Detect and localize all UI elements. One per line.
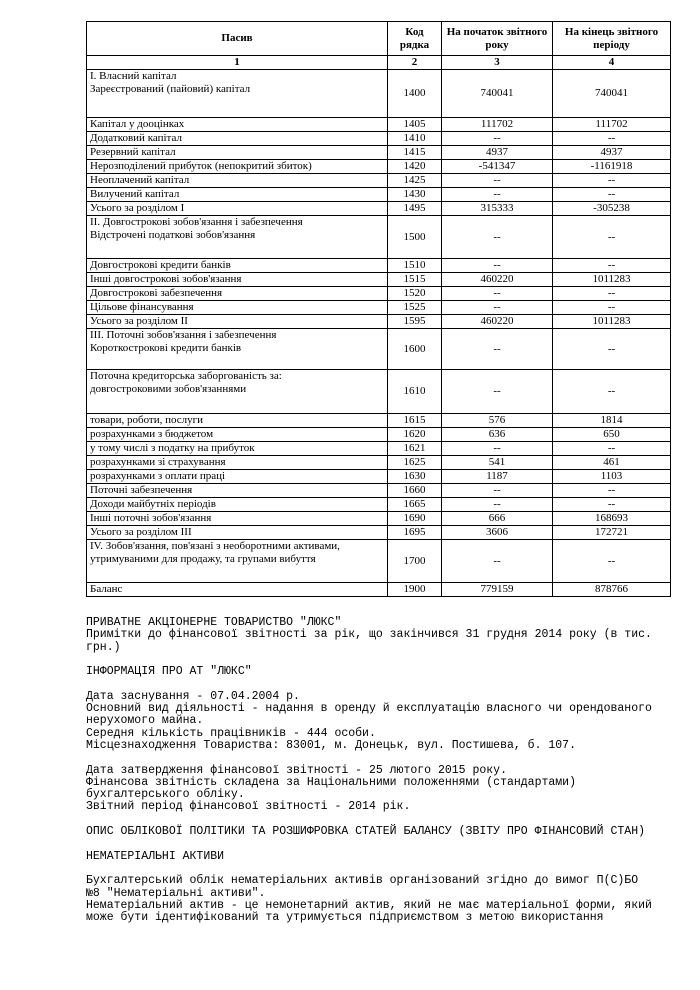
table-row <box>87 70 671 118</box>
row-start: -- <box>442 301 553 315</box>
balance-table <box>86 21 671 597</box>
col-number-4: 4 <box>553 56 671 70</box>
row-code: 1400 <box>388 70 442 118</box>
row-end: -- <box>553 329 671 370</box>
row-start: 636 <box>442 428 553 442</box>
notes-line: ПРИВАТНЕ АКЦІОНЕРНЕ ТОВАРИСТВО "ЛЮКС" <box>86 616 342 629</box>
row-label-text: IV. Зобов'язання, пов'язані з необоротними активами, утримуваними для продажу, та групами вибуття <box>90 540 340 565</box>
row-label <box>87 370 388 414</box>
table-row <box>87 146 671 160</box>
row-code: 1610 <box>388 370 442 414</box>
table-row <box>87 329 671 370</box>
row-end: 168693 <box>553 512 671 526</box>
notes-line: Дата затвердження фінансової звітності - 25 лютого 2015 року. <box>86 763 507 777</box>
table-header-row <box>87 22 671 56</box>
row-start: 576 <box>442 414 553 428</box>
table-row <box>87 414 671 428</box>
row-label-text: Усього за розділом III <box>90 526 192 538</box>
notes-line: ОПИС ОБЛІКОВОЇ ПОЛІТИКИ ТА РОЗШИФРОВКА СТАТЕЙ БАЛАНСУ (ЗВІТУ ПРО ФІНАНСОВИЙ СТАН) <box>86 825 645 839</box>
column-number-row <box>87 56 671 70</box>
row-code: 1665 <box>388 498 442 512</box>
row-label-text: у тому числі з податку на прибуток <box>90 442 255 454</box>
notes-line: НЕМАТЕРІАЛЬНІ АКТИВИ <box>86 849 225 863</box>
row-code: 1420 <box>388 160 442 174</box>
notes-line: Середня кількість працівників - 444 особи. <box>86 726 376 740</box>
row-end: 650 <box>553 428 671 442</box>
table-row <box>87 526 671 540</box>
row-code: 1500 <box>388 216 442 259</box>
row-label-text: Неоплачений капітал <box>90 174 190 186</box>
row-label <box>87 414 388 428</box>
row-start: 779159 <box>442 583 553 597</box>
row-label <box>87 470 388 484</box>
col-number-1: 1 <box>87 56 388 70</box>
row-label <box>87 188 388 202</box>
row-end: 1011283 <box>553 315 671 329</box>
row-end: 1814 <box>553 414 671 428</box>
row-start: -- <box>442 370 553 414</box>
table-row <box>87 118 671 132</box>
notes-line: Основний вид діяльності - надання в оренду й експлуатацію власного чи орендованого <box>86 702 652 716</box>
row-label <box>87 174 388 188</box>
row-end: -1161918 <box>553 160 671 174</box>
row-label <box>87 442 388 456</box>
row-label-text: Поточні забезпечення <box>90 484 193 496</box>
row-label <box>87 146 388 160</box>
row-code: 1625 <box>388 456 442 470</box>
header-code: Код рядка <box>388 22 442 56</box>
row-end: -- <box>553 188 671 202</box>
row-label <box>87 329 388 370</box>
row-label-text: Інші довгострокові зобов'язання <box>90 273 242 285</box>
header-start: На початок звітного року <box>442 22 553 56</box>
row-end: -- <box>553 370 671 414</box>
notes-line: Місцезнаходження Товариства: 83001, м. Донецьк, вул. Постишева, б. 107. <box>86 738 576 752</box>
notes-line: Дата заснування - 07.04.2004 р. <box>86 689 300 703</box>
row-label-text: Цільове фінансування <box>90 301 194 313</box>
row-label <box>87 512 388 526</box>
notes-line: грн.) <box>86 640 121 654</box>
row-end: -- <box>553 301 671 315</box>
header-pasyv: Пасив <box>87 22 388 56</box>
notes-line: Звітний період фінансової звітності - 2014 рік. <box>86 800 411 814</box>
row-label-text: Нерозподілений прибуток (непокритий збиток) <box>90 160 312 172</box>
row-label-text: Довгострокові забезпечення <box>90 287 223 299</box>
row-start: 740041 <box>442 70 553 118</box>
row-start: -- <box>442 540 553 583</box>
row-label <box>87 118 388 132</box>
row-code: 1520 <box>388 287 442 301</box>
row-start: -- <box>442 132 553 146</box>
row-label <box>87 216 388 259</box>
row-label <box>87 428 388 442</box>
row-label-text: Баланс <box>90 583 123 595</box>
row-end: -- <box>553 442 671 456</box>
row-code: 1615 <box>388 414 442 428</box>
notes-line: Примітки до фінансової звітності за рік, що закінчився 31 грудня 2014 року (в тис. <box>86 628 652 642</box>
row-code: 1430 <box>388 188 442 202</box>
row-code: 1425 <box>388 174 442 188</box>
notes-line: ІНФОРМАЦІЯ ПРО АТ "ЛЮКС" <box>86 665 252 679</box>
row-label-text: Довгострокові кредити банків <box>90 259 231 271</box>
col-number-2: 2 <box>388 56 442 70</box>
notes-line: Фінансова звітність складена за Національними положеннями (стандартами) <box>86 775 576 789</box>
row-start: 460220 <box>442 315 553 329</box>
row-code: 1621 <box>388 442 442 456</box>
row-label <box>87 456 388 470</box>
table-row <box>87 174 671 188</box>
notes-line: Бухгалтерський облік нематеріальних активів організований згідно до вимог П(С)БО <box>86 874 639 888</box>
row-start: -- <box>442 498 553 512</box>
row-code: 1525 <box>388 301 442 315</box>
row-end: -- <box>553 259 671 273</box>
row-label-text: Короткострокові кредити банків <box>90 342 242 354</box>
notes-line: №8 "Нематеріальні активи". <box>86 886 266 900</box>
row-end: 111702 <box>553 118 671 132</box>
row-code: 1415 <box>388 146 442 160</box>
table-row <box>87 259 671 273</box>
row-label <box>87 484 388 498</box>
table-row <box>87 216 671 259</box>
row-end: -- <box>553 132 671 146</box>
row-end: -- <box>553 174 671 188</box>
row-start: -- <box>442 287 553 301</box>
table-row <box>87 456 671 470</box>
row-label <box>87 526 388 540</box>
row-start: -- <box>442 259 553 273</box>
balance-table-body <box>87 70 671 597</box>
row-start: -541347 <box>442 160 553 174</box>
row-code: 1660 <box>388 484 442 498</box>
table-row <box>87 202 671 216</box>
row-end: 4937 <box>553 146 671 160</box>
table-row <box>87 428 671 442</box>
row-label <box>87 160 388 174</box>
row-label-text: Доходи майбутніх періодів <box>90 498 216 510</box>
row-end: 1103 <box>553 470 671 484</box>
row-start: -- <box>442 188 553 202</box>
row-code: 1690 <box>388 512 442 526</box>
row-label-text: товари, роботи, послуги <box>90 414 204 426</box>
row-label-text: розрахунками з бюджетом <box>90 428 214 440</box>
table-row <box>87 370 671 414</box>
row-code: 1695 <box>388 526 442 540</box>
table-row <box>87 132 671 146</box>
table-row <box>87 512 671 526</box>
table-row <box>87 583 671 597</box>
row-code: 1620 <box>388 428 442 442</box>
row-start: 4937 <box>442 146 553 160</box>
row-start: -- <box>442 484 553 498</box>
row-label <box>87 202 388 216</box>
row-label-text: Поточна кредиторська заборгованість за: довгостроковими зобов'язаннями <box>90 370 282 395</box>
row-label <box>87 287 388 301</box>
notes-line <box>86 752 686 764</box>
row-code: 1510 <box>388 259 442 273</box>
notes-line: бухгалтерського обліку. <box>86 788 245 802</box>
row-code: 1700 <box>388 540 442 583</box>
row-label-text: Зареєстрований (пайовий) капітал <box>90 83 251 95</box>
row-code: 1515 <box>388 273 442 287</box>
row-label <box>87 498 388 512</box>
row-label-text: Вилучений капітал <box>90 188 180 200</box>
row-label-text: розрахунками зі страхування <box>90 456 226 468</box>
row-start: 460220 <box>442 273 553 287</box>
row-end: -- <box>553 498 671 512</box>
row-start: 1187 <box>442 470 553 484</box>
row-start: -- <box>442 216 553 259</box>
row-end: -- <box>553 287 671 301</box>
section-title: III. Поточні зобов'язання і забезпечення <box>90 329 277 341</box>
row-label-text: Капітал у дооцінках <box>90 118 185 130</box>
row-code: 1600 <box>388 329 442 370</box>
row-code: 1595 <box>388 315 442 329</box>
row-code: 1630 <box>388 470 442 484</box>
row-code: 1410 <box>388 132 442 146</box>
row-label <box>87 315 388 329</box>
col-number-3: 3 <box>442 56 553 70</box>
row-start: 315333 <box>442 202 553 216</box>
row-label <box>87 273 388 287</box>
table-row <box>87 188 671 202</box>
row-end: -- <box>553 216 671 259</box>
row-label-text: Відстрочені податкові зобов'язання <box>90 229 256 241</box>
row-label-text: Усього за розділом I <box>90 202 185 214</box>
row-label-text: Інші поточні зобов'язання <box>90 512 212 524</box>
row-end: 1011283 <box>553 273 671 287</box>
section-title: II. Довгострокові зобов'язання і забезпечення <box>90 216 303 228</box>
row-label-text: Резервний капітал <box>90 146 176 158</box>
row-start: 666 <box>442 512 553 526</box>
notes-line: Нематеріальний актив - це немонетарний актив, який не має матеріальної форми, який <box>86 898 652 912</box>
table-row <box>87 160 671 174</box>
row-start: 3606 <box>442 526 553 540</box>
row-code: 1900 <box>388 583 442 597</box>
row-end: -305238 <box>553 202 671 216</box>
table-row <box>87 498 671 512</box>
row-label <box>87 301 388 315</box>
notes-line: може бути ідентифікований та утримується підприємством з метою використання <box>86 911 604 925</box>
section-title: I. Власний капітал <box>90 70 177 82</box>
row-label-text: Додатковий капітал <box>90 132 182 144</box>
table-row <box>87 540 671 583</box>
row-label <box>87 259 388 273</box>
row-label-text: розрахунками з оплати праці <box>90 470 226 482</box>
row-start: 541 <box>442 456 553 470</box>
table-row <box>87 315 671 329</box>
notes-line <box>86 838 686 850</box>
row-start: 111702 <box>442 118 553 132</box>
financial-notes-text <box>86 617 686 924</box>
row-label <box>87 540 388 583</box>
row-label <box>87 70 388 118</box>
row-end: -- <box>553 484 671 498</box>
notes-line <box>86 678 686 690</box>
table-row <box>87 273 671 287</box>
table-row <box>87 442 671 456</box>
row-start: -- <box>442 442 553 456</box>
table-row <box>87 301 671 315</box>
table-row <box>87 470 671 484</box>
row-end: 461 <box>553 456 671 470</box>
row-code: 1495 <box>388 202 442 216</box>
row-label <box>87 583 388 597</box>
row-start: -- <box>442 174 553 188</box>
row-code: 1405 <box>388 118 442 132</box>
table-row <box>87 287 671 301</box>
row-end: 878766 <box>553 583 671 597</box>
row-start: -- <box>442 329 553 370</box>
row-label <box>87 132 388 146</box>
notes-line: нерухомого майна. <box>86 714 204 728</box>
row-end: 740041 <box>553 70 671 118</box>
row-end: 172721 <box>553 526 671 540</box>
row-label-text: Усього за розділом II <box>90 315 188 327</box>
row-end: -- <box>553 540 671 583</box>
header-end: На кінець звітного періоду <box>553 22 671 56</box>
table-row <box>87 484 671 498</box>
